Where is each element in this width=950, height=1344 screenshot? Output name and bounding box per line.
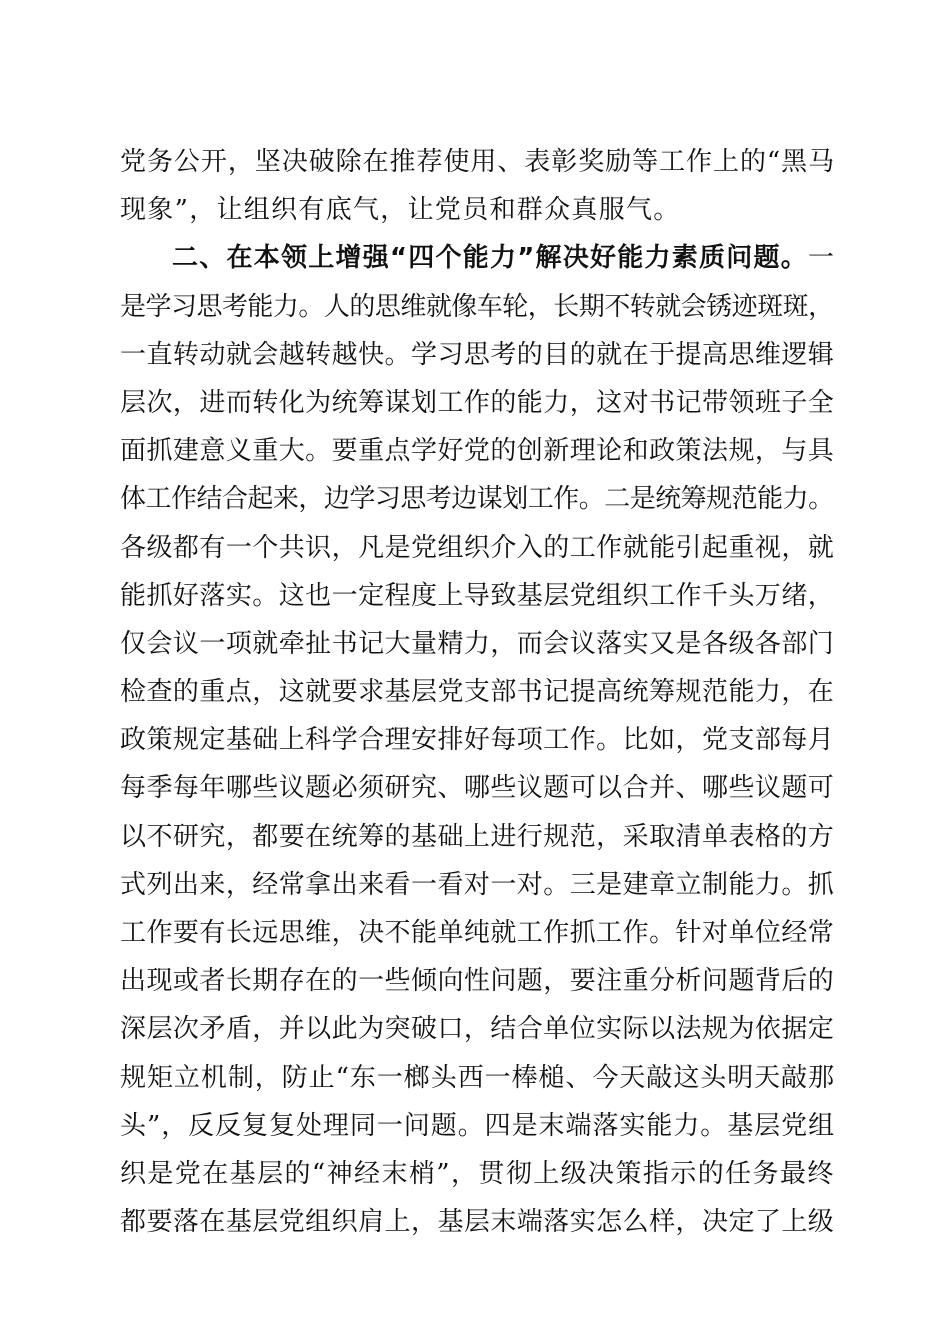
text-line (120, 331, 835, 379)
line-text: 仅会议一项就牵扯书记大量精力，而会议落实又是各级各部门 (120, 628, 835, 659)
line-text: 都要落在基层党组织肩上，基层末端落实怎么样，决定了上级 (120, 1207, 835, 1238)
text-line (120, 427, 835, 475)
line-text: 是学习思考能力。人的思维就像车轮，长期不转就会锈迹斑斑， (120, 291, 834, 322)
line-text: 出现或者长期存在的一些倾向性问题，要注重分析问题背后的 (120, 966, 835, 997)
text-line (120, 861, 835, 909)
text-line (120, 1005, 835, 1053)
text-line (120, 668, 835, 716)
line-text: 党务公开，坚决破除在推荐使用、表彰奖励等工作上的“黑马 (120, 147, 836, 177)
line-text: 每季每年哪些议题必须研究、哪些议题可以合并、哪些议题可 (120, 773, 835, 804)
line-text: 以不研究，都要在统筹的基础上进行规范，采取清单表格的方 (120, 821, 835, 852)
text-line (120, 186, 835, 234)
line-text: 面抓建意义重大。要重点学好党的创新理论和政策法规，与具 (120, 436, 835, 467)
text-line (120, 716, 835, 764)
line-text: 一直转动就会越转越快。学习思考的目的就在于提高思维逻辑 (120, 339, 835, 370)
text-line (120, 379, 835, 427)
text-line (120, 909, 835, 957)
text-line (120, 957, 835, 1005)
line-text: 织是党在基层的“神经末梢”，贯彻上级决策指示的任务最终 (120, 1158, 835, 1189)
line-text: 体工作结合起来，边学习思考边谋划工作。二是统筹规范能力。 (120, 484, 834, 515)
line-text: 各级都有一个共识，凡是党组织介入的工作就能引起重视，就 (120, 532, 835, 563)
text-line (120, 1102, 835, 1150)
text-line (120, 475, 835, 523)
text-line (120, 813, 835, 861)
text-line (120, 620, 835, 668)
line-text: 工作要有长远思维，决不能单纯就工作抓工作。针对单位经常 (120, 918, 835, 948)
body-text (120, 138, 835, 1246)
line-text: 政策规定基础上科学合理安排好每项工作。比如，党支部每月 (120, 725, 835, 756)
line-text: 一 (807, 243, 836, 274)
line-text: 能抓好落实。这也一定程度上导致基层党组织工作千头万绪， (120, 580, 835, 611)
line-text: 层次，进而转化为统筹谋划工作的能力，这对书记带领班子全 (120, 387, 835, 418)
text-line (120, 524, 835, 572)
text-line (120, 572, 835, 620)
text-line (120, 283, 835, 331)
line-text: 头”，反反复复处理同一问题。四是末端落实能力。基层党组 (120, 1110, 836, 1141)
line-text: 式列出来，经常拿出来看一看对一对。三是建章立制能力。抓 (120, 869, 835, 900)
text-line (120, 764, 835, 812)
section-heading-line (120, 234, 835, 282)
text-line (120, 1150, 835, 1198)
line-text: 现象”，让组织有底气，让党员和群众真服气。 (120, 195, 681, 226)
text-line (120, 1054, 835, 1102)
line-text: 规矩立机制，防止“东一榔头西一棒槌、今天敲这头明天敲那 (120, 1062, 836, 1093)
text-line (120, 138, 835, 186)
line-text: 检查的重点，这就要求基层党支部书记提高统筹规范能力，在 (120, 677, 835, 708)
text-line (120, 1198, 835, 1246)
line-text: 深层次矛盾，并以此为突破口，结合单位实际以法规为依据定 (120, 1014, 835, 1045)
section-heading: 二、在本领上增强“四个能力”解决好能力素质问题。 (172, 243, 808, 274)
